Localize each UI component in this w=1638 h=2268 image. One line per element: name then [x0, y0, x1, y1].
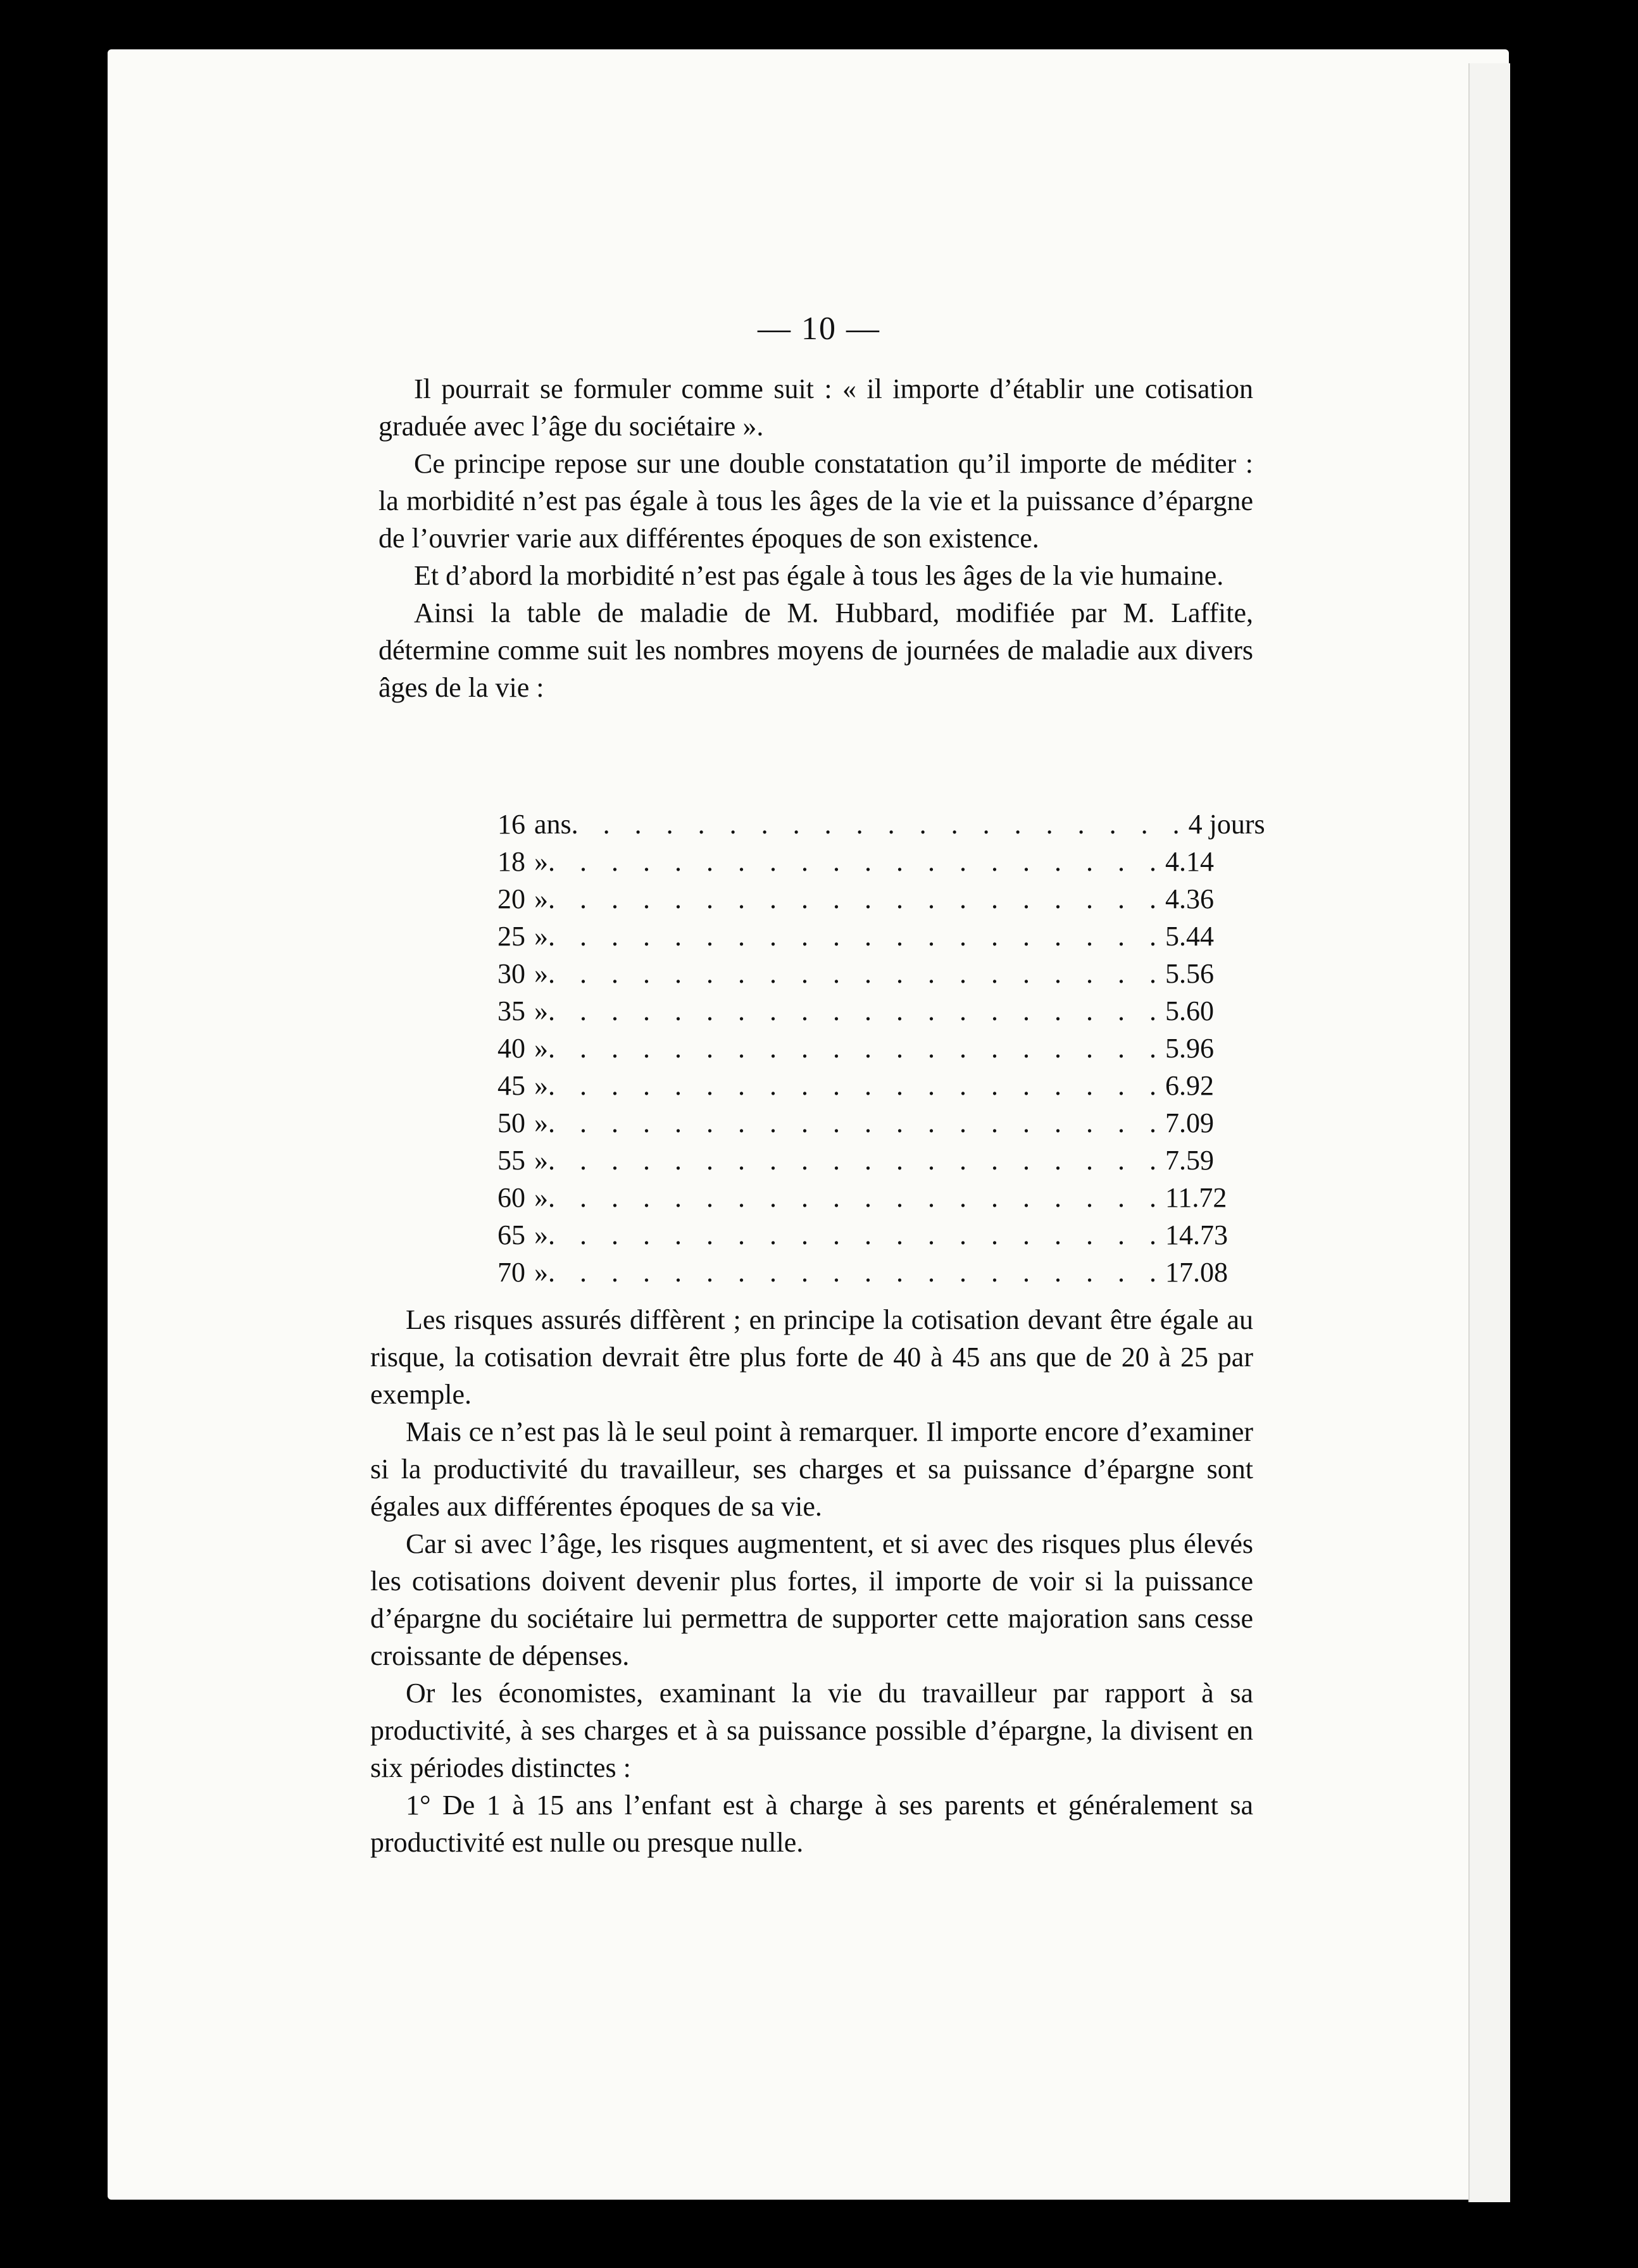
days-cell: 5.60 — [1165, 995, 1214, 1026]
days-cell: 5.56 — [1165, 958, 1214, 989]
unit-cell: » — [534, 1145, 548, 1176]
days-cell: 6.92 — [1165, 1070, 1214, 1101]
leader-dots: . . . . . . . . . . . . . . . . . . . . — [548, 958, 1165, 989]
days-cell: 5.96 — [1165, 1033, 1214, 1064]
table-row — [497, 920, 1214, 957]
paragraph: Les risques assurés diffèrent ; en principe la cotisation devant être égale au risque, la cotisation devrait être plus forte de 40 à 45 ans que de 20 à 25 par exemple. — [370, 1304, 1253, 1410]
table-row — [497, 1144, 1214, 1181]
leader-dots: . . . . . . . . . . . . . . . . . . . . — [548, 1219, 1165, 1250]
unit-cell: » — [534, 1182, 548, 1213]
page-number: — 10 — — [758, 311, 880, 347]
paragraph: Or les économistes, examinant la vie du travailleur par rapport à sa productivité, à ses charges et à sa puissance possible d’épargne, la divisent en six périodes distinctes : — [370, 1678, 1253, 1783]
leader-dots: . . . . . . . . . . . . . . . . . . . . — [548, 1033, 1165, 1064]
leader-dots: . . . . . . . . . . . . . . . . . . . . — [548, 1145, 1165, 1176]
age-cell: 70 — [497, 1257, 525, 1288]
leader-dots: . . . . . . . . . . . . . . . . . . . . — [548, 995, 1165, 1026]
morbidity-table — [497, 808, 1265, 1293]
table-row — [497, 1107, 1214, 1144]
paragraph: 1° De 1 à 15 ans l’enfant est à charge à ses parents et généralement sa productivité est nulle ou presque nulle. — [370, 1790, 1253, 1858]
paragraph: Car si avec l’âge, les risques augmentent, et si avec des risques plus élevés les cotisations doivent devenir plus fortes, il importe de voir si la puissance d’épargne du sociétaire lui permettra de supporter cette majoration sans cesse croissante de dépenses. — [370, 1528, 1253, 1671]
days-cell: 17.08 — [1165, 1257, 1228, 1288]
leader-dots: . . . . . . . . . . . . . . . . . . . . — [548, 1070, 1165, 1101]
days-cell: 11.72 — [1165, 1182, 1227, 1213]
days-cell: 4.14 — [1165, 846, 1214, 877]
age-cell: 16 — [497, 809, 525, 840]
days-cell: 4 jours — [1188, 809, 1265, 840]
age-cell: 25 — [497, 921, 525, 952]
table-row — [497, 808, 1265, 845]
table-row — [497, 1032, 1214, 1069]
paragraph: Ainsi la table de maladie de M. Hubbard, modifiée par M. Laffite, détermine comme suit les nombres moyens de journées de maladie aux divers âges de la vie : — [378, 597, 1253, 703]
unit-cell: ans — [534, 809, 572, 840]
paragraph: Ce principe repose sur une double constatation qu’il importe de méditer : la morbidité n’est pas égale à tous les âges de la vie et la puissance d’épargne de l’ouvrier varie aux différentes époques de son existence. — [378, 448, 1253, 554]
body-text — [370, 1301, 1253, 1861]
days-cell: 7.09 — [1165, 1107, 1214, 1138]
unit-cell: » — [534, 995, 548, 1026]
unit-cell: » — [534, 1070, 548, 1101]
table-row — [497, 845, 1214, 883]
unit-cell: » — [534, 1219, 548, 1250]
leader-dots: . . . . . . . . . . . . . . . . . . . . — [548, 1107, 1165, 1138]
table-row — [497, 1181, 1227, 1219]
table-row — [497, 1069, 1214, 1107]
age-cell: 50 — [497, 1107, 525, 1138]
unit-cell: » — [534, 1107, 548, 1138]
leader-dots: . . . . . . . . . . . . . . . . . . . . — [571, 809, 1189, 840]
table-row — [497, 957, 1214, 995]
age-cell: 30 — [497, 958, 525, 989]
paragraph: Mais ce n’est pas là le seul point à remarquer. Il importe encore d’examiner si la productivité du travailleur, ses charges et sa puissance d’épargne sont égales aux différentes époques de sa vie. — [370, 1416, 1253, 1522]
age-cell: 40 — [497, 1033, 525, 1064]
age-cell: 65 — [497, 1219, 525, 1250]
leader-dots: . . . . . . . . . . . . . . . . . . . . — [548, 846, 1165, 877]
age-cell: 45 — [497, 1070, 525, 1101]
age-cell: 55 — [497, 1145, 525, 1176]
unit-cell: » — [534, 883, 548, 914]
days-cell: 4.36 — [1165, 883, 1214, 914]
unit-cell: » — [534, 921, 548, 952]
adjacent-page-edge — [1468, 63, 1510, 2202]
age-cell: 18 — [497, 846, 525, 877]
leader-dots: . . . . . . . . . . . . . . . . . . . . — [548, 1257, 1165, 1288]
days-cell: 5.44 — [1165, 921, 1214, 952]
unit-cell: » — [534, 846, 548, 877]
table-row — [497, 1219, 1228, 1256]
table-row — [497, 995, 1214, 1032]
paragraph: Il pourrait se formuler comme suit : « il importe d’établir une cotisation graduée avec l’âge du sociétaire ». — [378, 373, 1253, 442]
leader-dots: . . . . . . . . . . . . . . . . . . . . — [548, 1182, 1165, 1213]
age-cell: 20 — [497, 883, 525, 914]
days-cell: 14.73 — [1165, 1219, 1228, 1250]
age-cell: 35 — [497, 995, 525, 1026]
leader-dots: . . . . . . . . . . . . . . . . . . . . — [548, 883, 1165, 914]
intro-text — [378, 370, 1253, 706]
age-cell: 60 — [497, 1182, 525, 1213]
unit-cell: » — [534, 1257, 548, 1288]
days-cell: 7.59 — [1165, 1145, 1214, 1176]
paragraph: Et d’abord la morbidité n’est pas égale à tous les âges de la vie humaine. — [414, 560, 1224, 591]
unit-cell: » — [534, 1033, 548, 1064]
leader-dots: . . . . . . . . . . . . . . . . . . . . — [548, 921, 1165, 952]
unit-cell: » — [534, 958, 548, 989]
table-row — [497, 883, 1214, 920]
table-row — [497, 1256, 1228, 1293]
